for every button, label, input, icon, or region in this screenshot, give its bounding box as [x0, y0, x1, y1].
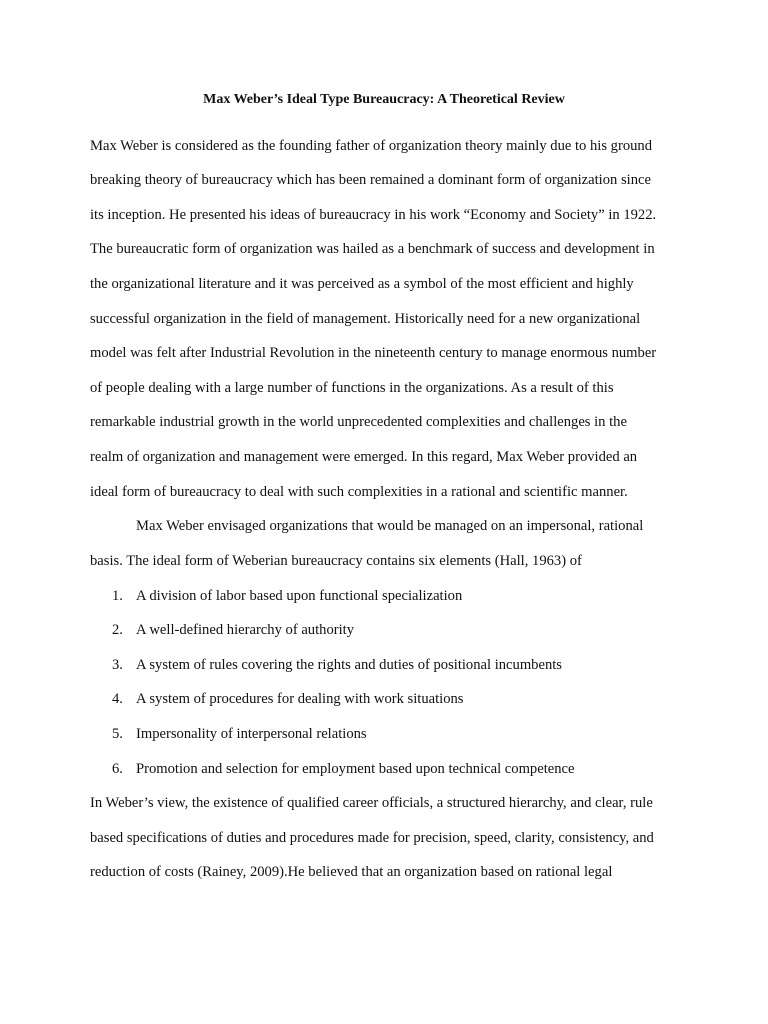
list-item-number: 2. — [112, 622, 123, 638]
paragraph-1-line: remarkable industrial growth in the world unprecedented complexities and challenges in the — [90, 414, 627, 430]
paragraph-1-line: model was felt after Industrial Revolution in the nineteenth century to manage enormous number — [90, 345, 657, 361]
list-item-text: A division of labor based upon functional specialization — [136, 588, 463, 604]
paragraph-2-line: Max Weber envisaged organizations that would be managed on an impersonal, rational — [136, 518, 644, 534]
paragraph-3-line: based specifications of duties and procedures made for precision, speed, clarity, consistency, and — [90, 830, 654, 846]
paragraph-1-line: realm of organization and management were emerged. In this regard, Max Weber provided an — [90, 449, 638, 465]
document-title: Max Weber’s Ideal Type Bureaucracy: A Theoretical Review — [203, 92, 565, 107]
list-item-number: 1. — [112, 588, 123, 604]
paragraph-2-line: basis. The ideal form of Weberian bureaucracy contains six elements (Hall, 1963) of — [90, 553, 582, 569]
paragraph-1-line: The bureaucratic form of organization was hailed as a benchmark of success and development in — [90, 241, 655, 257]
list-item-number: 4. — [112, 691, 123, 707]
paragraph-1-line: successful organization in the field of management. Historically need for a new organizational — [90, 311, 641, 327]
list-item-number: 6. — [112, 761, 123, 777]
paragraph-3-line: In Weber’s view, the existence of qualified career officials, a structured hierarchy, and clear, rule — [90, 795, 653, 811]
paragraph-1-line: the organizational literature and it was perceived as a symbol of the most efficient and highly — [90, 276, 634, 292]
paragraph-1-line: Max Weber is considered as the founding father of organization theory mainly due to his ground — [90, 138, 653, 154]
paragraph-1-line: of people dealing with a large number of functions in the organizations. As a result of this — [90, 380, 614, 396]
list-item-text: A system of rules covering the rights and duties of positional incumbents — [136, 657, 562, 673]
list-item-text: Impersonality of interpersonal relations — [136, 726, 367, 742]
paragraph-1-line: breaking theory of bureaucracy which has been remained a dominant form of organization since — [90, 172, 651, 188]
list-item-text: A well-defined hierarchy of authority — [136, 622, 355, 638]
list-item-text: Promotion and selection for employment based upon technical competence — [136, 761, 575, 777]
paragraph-1-line: ideal form of bureaucracy to deal with such complexities in a rational and scientific manner. — [90, 484, 628, 500]
list-item-number: 3. — [112, 657, 123, 673]
list-item-text: A system of procedures for dealing with work situations — [136, 691, 464, 707]
paragraph-1-line: its inception. He presented his ideas of bureaucracy in his work “Economy and Society” in 1922. — [90, 207, 657, 223]
list-item-number: 5. — [112, 726, 123, 742]
paragraph-3-line: reduction of costs (Rainey, 2009).He believed that an organization based on rational legal — [90, 864, 613, 880]
